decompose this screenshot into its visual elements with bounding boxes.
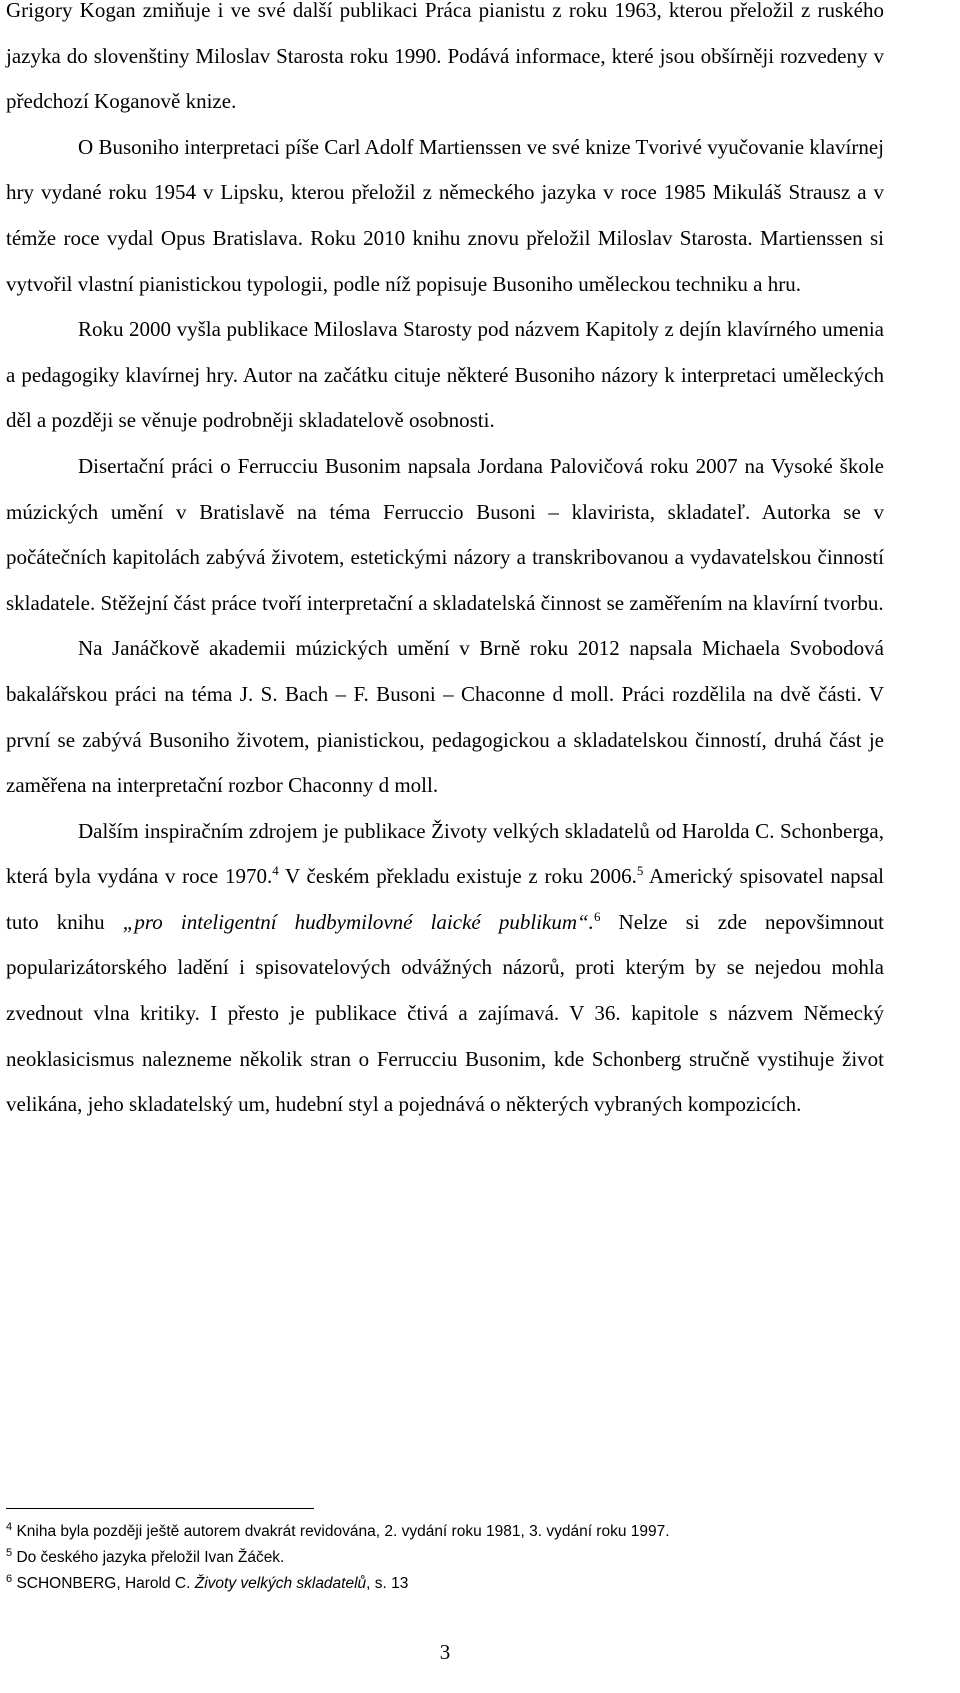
footnote-separator xyxy=(6,1508,314,1509)
footnote-ref-5[interactable]: 5 xyxy=(636,863,644,879)
footnote-6 xyxy=(6,1571,884,1597)
footnote-ref-6[interactable]: 6 xyxy=(593,908,601,924)
text-segment: Nelze si zde nepovšimnout popularizátorského ladění i spisovatelových odvážných názorů, proti kterým by se nejedou mohla zvednout vlna kritiky. I přesto je publikace čtivá a zajímavá. V 36. kapitole s názvem Německý neoklasicismus nalezneme několik stran o Ferrucciu Busonim, kde Schonberg stručně vystihuje život velikána, jeho skladatelský um, hudební styl a pojednává o některých vybraných kompozicích. xyxy=(6,909,885,1117)
page-number: 3 xyxy=(439,1640,451,1664)
text-segment: Dalším inspiračním zdrojem je publikace Životy velkých skladatelů od Harolda C. Schonberga, která byla vydána v roce 1970. xyxy=(6,818,884,889)
footnote-text: SCHONBERG, Harold C. xyxy=(16,1575,195,1592)
paragraph-palovicova: Disertační práci o Ferrucciu Busonim napsala Jordana Palovičová roku 2007 na Vysoké škole múzických umění v Bratislavě na téma Ferruccio Busoni – klavirista, skladateľ. Autorka se v počátečních kapitolách zabývá životem, estetickými názory a transkribovanou a vydavatelskou činností skladatele. Stěžejní část práce tvoří interpretační a skladatelská činnost se zaměřením na klavírní tvorbu. xyxy=(6,453,884,615)
footnote-title: Životy velkých skladatelů xyxy=(194,1575,367,1592)
paragraph-kogan: Grigory Kogan zmiňuje i ve své další publikaci Práca pianistu z roku 1963, kterou přeložil z ruského jazyka do slovenštiny Miloslav Starosta roku 1990. Podává informace, které jsou obšírněji rozvedeny v předchozí Koganově knize. xyxy=(6,0,884,114)
footnote-number: 6 xyxy=(6,1572,13,1585)
body-text xyxy=(6,0,884,1128)
footnote-5 xyxy=(6,1545,884,1571)
quote-text: „pro inteligentní hudbymilovné laické publikum“. xyxy=(122,909,594,934)
footnote-ref-4[interactable]: 4 xyxy=(272,863,279,879)
text-segment: Americký spisovatel napsal tuto knihu xyxy=(6,864,884,934)
footnote-text: , s. 13 xyxy=(366,1575,409,1592)
footnote-4 xyxy=(6,1519,884,1545)
footnote-text: Kniha byla později ještě autorem dvakrát revidována, 2. vydání roku 1981, 3. vydání roku 1997. xyxy=(16,1523,670,1540)
footnotes xyxy=(6,1508,884,1597)
document-page xyxy=(6,0,884,1128)
paragraph-martienssen: O Busoniho interpretaci píše Carl Adolf Martienssen ve své knize Tvorivé vyučovanie klavírnej hry vydané roku 1954 v Lipsku, kterou přeložil z německého jazyka v roce 1985 Mikuláš Strausz a v témže roce vydal Opus Bratislava. Roku 2010 knihu znovu přeložil Miloslav Starosta. Martienssen si vytvořil vlastní pianistickou typologii, podle níž popisuje Busoniho uměleckou techniku a hru. xyxy=(6,134,884,296)
paragraph-schonberg xyxy=(6,809,884,1128)
paragraph-svobodova: Na Janáčkově akademii múzických umění v Brně roku 2012 napsala Michaela Svobodová bakalářskou práci na téma J. S. Bach – F. Busoni – Chaconne d moll. Práci rozdělila na dvě části. V první se zabývá Busoniho životem, pianistickou, pedagogickou a skladatelskou činností, druhá část je zaměřena na interpretační rozbor Chaconny d moll. xyxy=(6,636,884,798)
text-segment: V českém překladu existuje z roku 2006. xyxy=(278,864,637,889)
paragraph-starosta: Roku 2000 vyšla publikace Miloslava Starosty pod názvem Kapitoly z dejín klavírného umenia a pedagogiky klavírnej hry. Autor na začátku cituje některé Busoniho názory k interpretaci uměleckých děl a později se věnuje podrobněji skladatelově osobnosti. xyxy=(6,317,884,433)
footnote-text: Do českého jazyka přeložil Ivan Žáček. xyxy=(16,1549,285,1566)
footnote-number: 5 xyxy=(6,1546,13,1559)
footnote-number: 4 xyxy=(6,1520,13,1533)
